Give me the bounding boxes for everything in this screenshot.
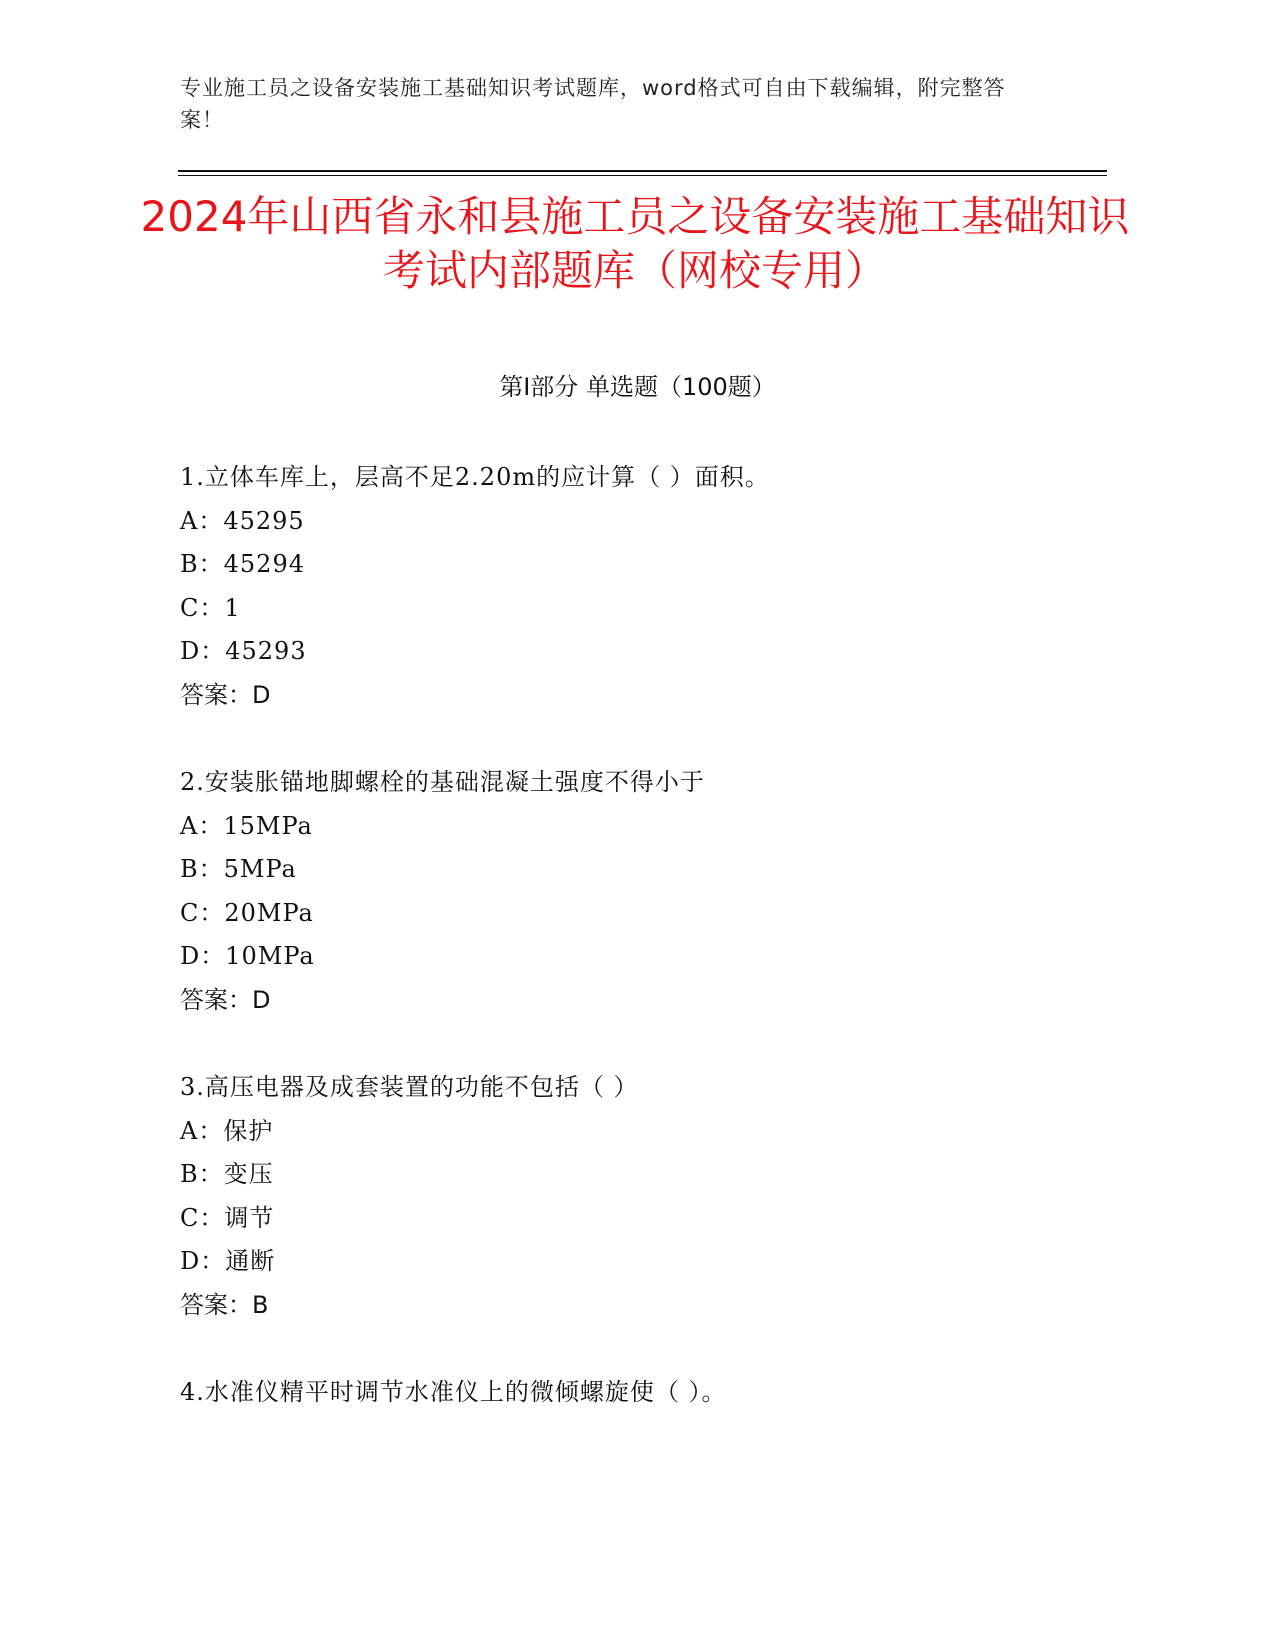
option-c: C：调节 bbox=[180, 1203, 275, 1232]
question-stem: 3.高压电器及成套装置的功能不包括（ ） bbox=[180, 1073, 639, 1101]
question-stem: 4.水准仪精平时调节水准仪上的微倾螺旋使（ ）。 bbox=[180, 1378, 727, 1406]
question-list bbox=[180, 456, 1080, 1459]
answer: 答案：D bbox=[180, 985, 271, 1014]
option-b: B：变压 bbox=[180, 1160, 274, 1188]
question-2 bbox=[180, 761, 1080, 1022]
option-c: C：20MPa bbox=[180, 898, 314, 927]
section-heading: 第I部分 单选题（100题） bbox=[499, 373, 776, 401]
option-d: D：45293 bbox=[180, 637, 307, 665]
question-3 bbox=[180, 1066, 1080, 1327]
option-d: D：10MPa bbox=[180, 942, 315, 970]
option-c: C：1 bbox=[180, 593, 241, 622]
question-4 bbox=[180, 1371, 1080, 1415]
question-1 bbox=[180, 456, 1080, 717]
option-b: B：5MPa bbox=[180, 855, 297, 883]
answer: 答案：D bbox=[180, 680, 271, 709]
question-stem: 1.立体车库上，层高不足2.20m的应计算（ ）面积。 bbox=[180, 463, 770, 491]
question-stem: 2.安装胀锚地脚螺栓的基础混凝土强度不得小于 bbox=[180, 768, 705, 796]
option-d: D：通断 bbox=[180, 1247, 276, 1275]
option-b: B：45294 bbox=[180, 550, 305, 578]
option-a: A：15MPa bbox=[180, 811, 313, 840]
option-a: A：45295 bbox=[180, 506, 305, 535]
header-note: 专业施工员之设备安装施工基础知识考试题库，word格式可自由下载编辑，附完整答案！ bbox=[180, 76, 1006, 132]
header-divider-thick bbox=[178, 170, 1107, 172]
document-title: 2024年山西省永和县施工员之设备安装施工基础知识考试内部题库（网校专用） bbox=[140, 192, 1130, 295]
header-divider-thin bbox=[178, 175, 1107, 176]
answer: 答案：B bbox=[180, 1290, 269, 1319]
option-a: A：保护 bbox=[180, 1116, 274, 1145]
